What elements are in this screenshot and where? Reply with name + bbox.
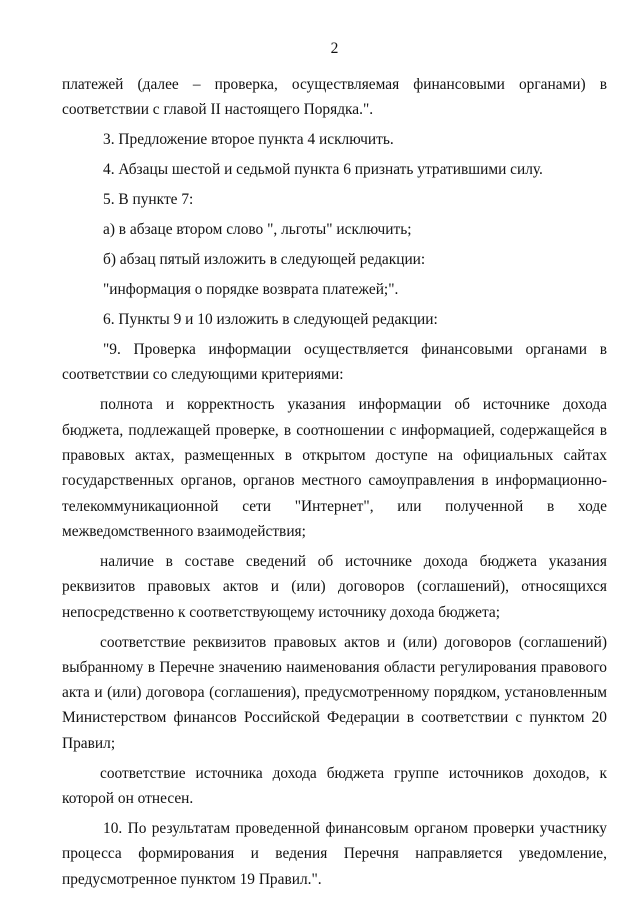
- paragraph-point-9: "9. Проверка информации осуществляется финансовыми органами в соответствии со следующими критериями:: [62, 341, 607, 384]
- paragraph-criterion-completeness: полнота и корректность указания информации об источнике дохода бюджета, подлежащей проверке, в соотношении с информацией, содержащейся в правовых актах, размещенных в открытом доступе на официальных сайтах государственных органов, органов местного самоуправления в информационно-телекоммуникационной сети "Интернет", или полученной в ходе межведомственного взаимодействия;: [62, 396, 607, 540]
- paragraph-item-4: 4. Абзацы шестой и седьмой пункта 6 признать утратившими силу.: [103, 161, 543, 179]
- document-body: [62, 72, 607, 892]
- paragraph-criterion-compliance: соответствие реквизитов правовых актов и (или) договоров (соглашений) выбранному в Перечне значению наименования области регулирования правового акта и (или) договора (соглашения), предусмотренному порядком, установленным Министерством финансов Российской Федерации в соответствии с пунктом 20 Правил;: [62, 633, 607, 752]
- paragraph-quote-return-info: "информация о порядке возврата платежей;".: [103, 281, 399, 299]
- paragraph-continuation: платежей (далее – проверка, осуществляемая финансовыми органами) в соответствии с главой II настоящего Порядка.".: [62, 76, 607, 119]
- paragraph-item-5: 5. В пункте 7:: [103, 191, 194, 209]
- paragraph-criterion-requisites: наличие в составе сведений об источнике дохода бюджета указания реквизитов правовых актов и (или) договоров (соглашений), относящихся непосредственно к соответствующему источнику дохода бюджета;: [62, 552, 607, 621]
- paragraph-subitem-a: а) в абзаце втором слово ", льготы" исключить;: [103, 221, 412, 239]
- paragraph-criterion-group: соответствие источника дохода бюджета группе источников доходов, к которой он отнесен.: [62, 764, 607, 807]
- paragraph-subitem-b: б) абзац пятый изложить в следующей редакции:: [103, 251, 426, 269]
- paragraph-item-3: 3. Предложение второе пункта 4 исключить.: [103, 131, 394, 149]
- paragraph-point-10: 10. По результатам проведенной финансовым органом проверки участнику процесса формирования и ведения Перечня направляется уведомление, предусмотренное пунктом 19 Правил.".: [62, 819, 607, 888]
- paragraph-item-6: 6. Пункты 9 и 10 изложить в следующей редакции:: [103, 311, 438, 329]
- page-number: 2: [330, 40, 339, 57]
